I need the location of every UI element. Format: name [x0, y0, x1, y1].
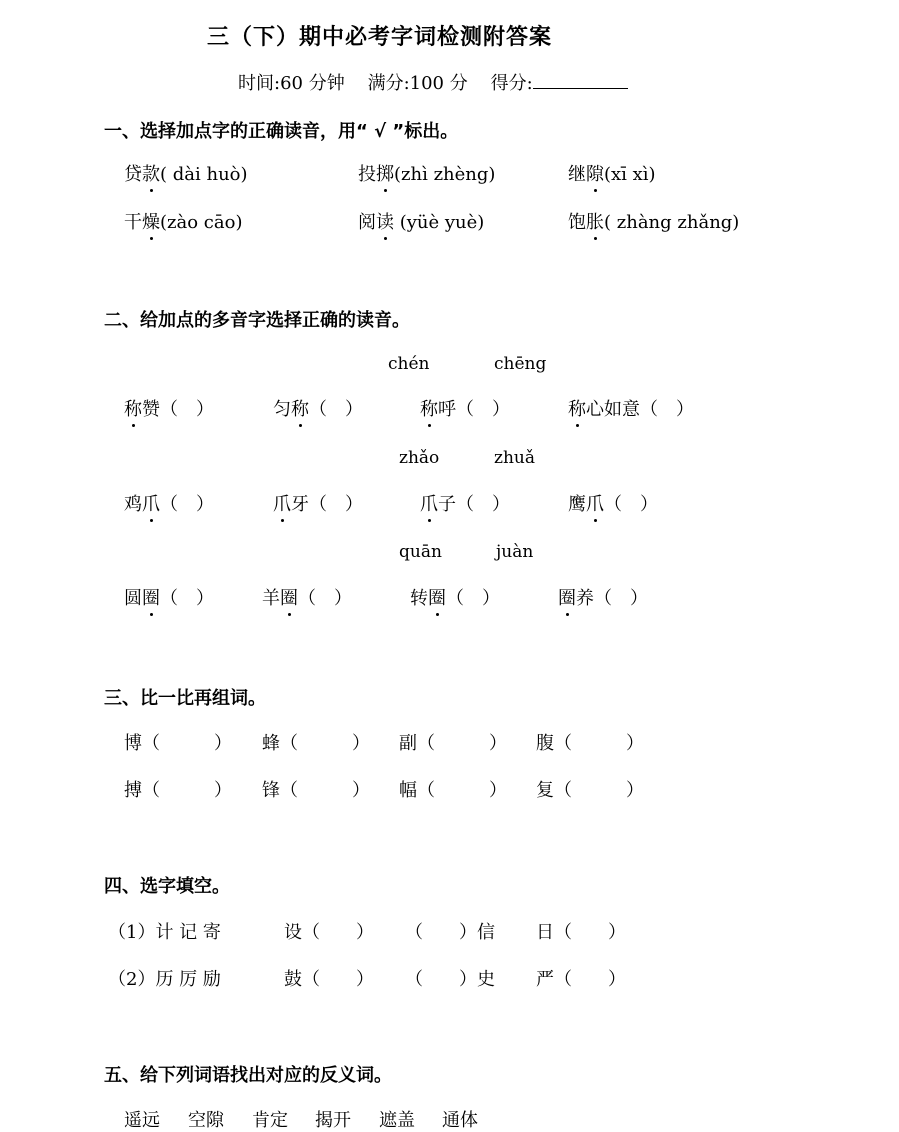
s5-word: 遥远	[124, 1110, 160, 1131]
s2-item: 羊圈（ ）	[262, 584, 352, 610]
section-4-heading: 四、选字填空。	[104, 876, 230, 897]
s4-item: 设（ ）	[284, 922, 374, 943]
s1-item: 投掷(zhì zhèng)	[358, 160, 495, 186]
pinyin-option: chén	[388, 354, 430, 374]
pinyin-option: zhǎo	[399, 448, 440, 468]
score-blank[interactable]	[533, 70, 628, 89]
section-5-heading: 五、给下列词语找出对应的反义词。	[104, 1065, 392, 1086]
s1-item: 干燥(zào cāo)	[124, 208, 242, 234]
s2-item: 称赞（ ）	[124, 395, 214, 421]
s2-item: 圆圈（ ）	[124, 584, 214, 610]
page-title: 三（下）期中必考字词检测附答案	[207, 24, 553, 50]
pinyin-option: quān	[399, 542, 442, 562]
s3-item: 搏（ ）	[124, 780, 232, 801]
s5-word: 揭开	[315, 1110, 351, 1131]
s4-item: （ ）信	[405, 922, 495, 943]
s2-item: 称心如意（ ）	[568, 395, 694, 421]
s2-item: 称呼（ ）	[420, 395, 510, 421]
s4-item: （ ）史	[405, 969, 495, 990]
s2-item: 鸡爪（ ）	[124, 490, 214, 516]
score-label: 得分:	[490, 73, 533, 94]
s1-item: 贷款( dài huò)	[124, 160, 248, 186]
s3-item: 副（ ）	[399, 733, 507, 754]
time-limit: 时间:60 分钟	[238, 73, 345, 94]
full-score: 满分:100 分	[367, 73, 468, 94]
s4-item: 严（ ）	[536, 969, 626, 990]
section-2-heading: 二、给加点的多音字选择正确的读音。	[104, 310, 410, 331]
exam-meta	[238, 69, 628, 95]
s1-item: 饱胀( zhàng zhǎng)	[568, 208, 739, 234]
s4-options: （2）历 厉 励	[108, 969, 221, 990]
s2-item: 爪牙（ ）	[273, 490, 363, 516]
s3-item: 腹（ ）	[536, 733, 644, 754]
s5-word: 遮盖	[379, 1110, 415, 1131]
s2-item: 爪子（ ）	[420, 490, 510, 516]
s4-item: 日（ ）	[536, 922, 626, 943]
s1-item: 继隙(xī xì)	[568, 160, 656, 186]
s5-word: 肯定	[252, 1110, 288, 1131]
s3-item: 幅（ ）	[399, 780, 507, 801]
s2-item: 圈养（ ）	[558, 584, 648, 610]
s3-item: 复（ ）	[536, 780, 644, 801]
s3-item: 蜂（ ）	[262, 733, 370, 754]
pinyin-option: chēng	[494, 354, 547, 374]
pinyin-option: zhuǎ	[494, 448, 535, 468]
s4-options: （1）计 记 寄	[108, 922, 221, 943]
s5-word: 通体	[442, 1110, 478, 1131]
s3-item: 锋（ ）	[262, 780, 370, 801]
pinyin-option: juàn	[496, 542, 534, 562]
s2-item: 匀称（ ）	[273, 395, 363, 421]
section-3-heading: 三、比一比再组词。	[104, 688, 266, 709]
s4-item: 鼓（ ）	[284, 969, 374, 990]
s1-item: 阅读 (yüè yuè)	[358, 208, 484, 234]
s2-item: 鹰爪（ ）	[568, 490, 658, 516]
section-1-heading: 一、选择加点字的正确读音，用“ √ ”标出。	[104, 121, 459, 142]
s2-item: 转圈（ ）	[410, 584, 500, 610]
s5-word: 空隙	[188, 1110, 224, 1131]
s3-item: 博（ ）	[124, 733, 232, 754]
